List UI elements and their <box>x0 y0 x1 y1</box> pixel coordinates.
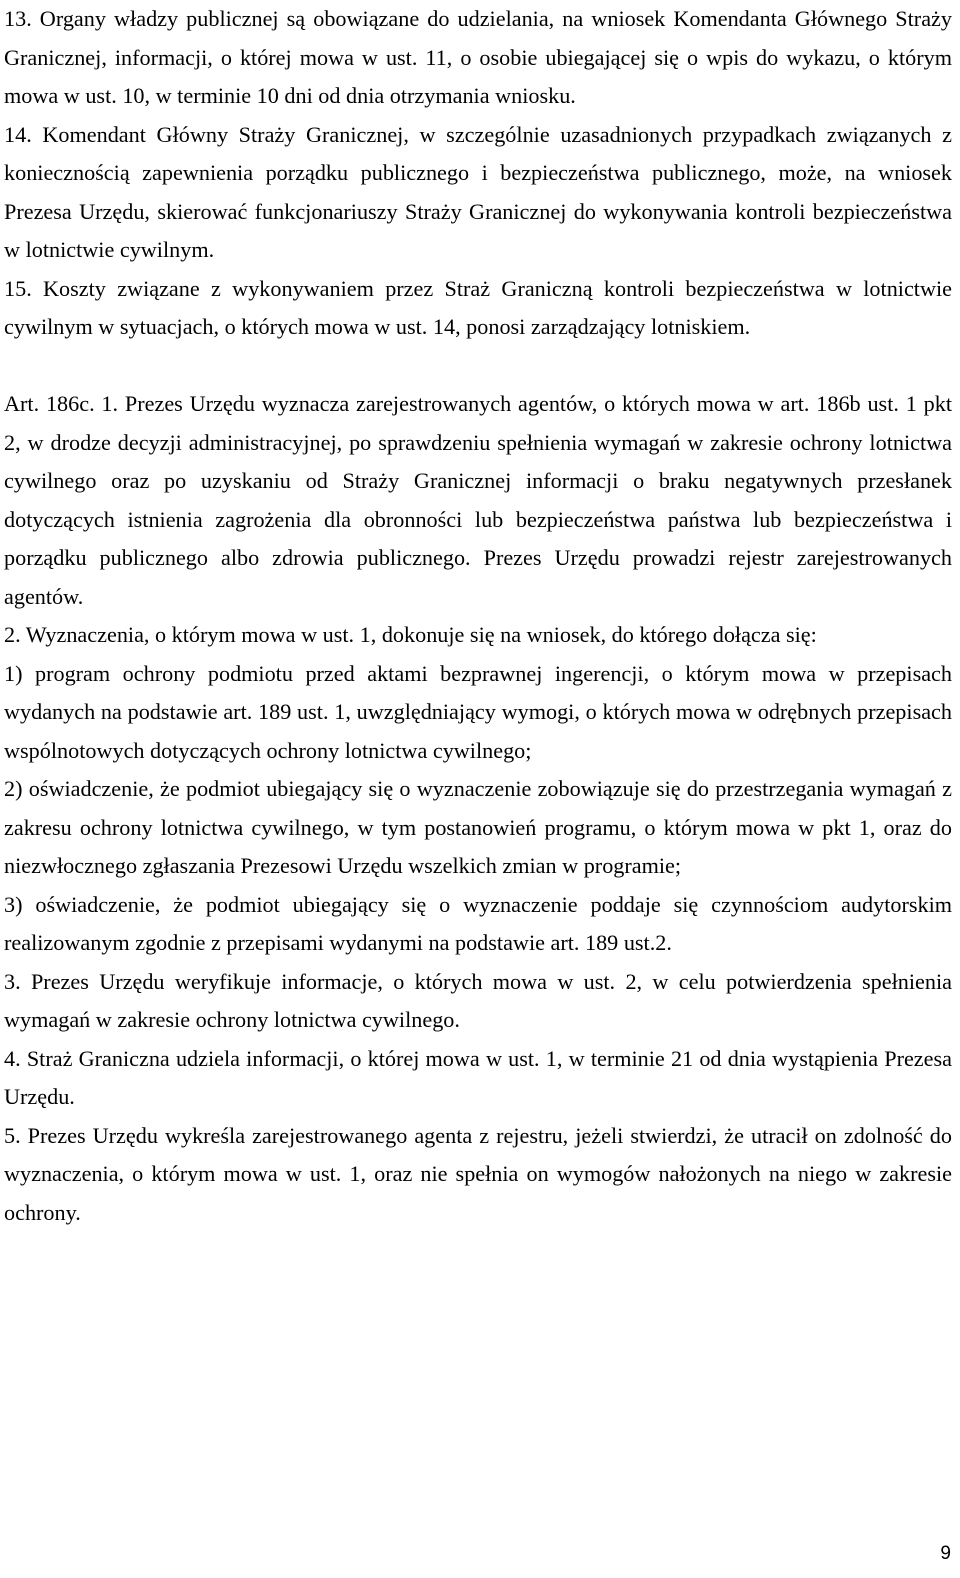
page-number: 9 <box>940 1543 951 1564</box>
article-186c-paragraph-5: 5. Prezes Urzędu wykreśla zarejestrowanego agenta z rejestru, jeżeli stwierdzi, że utracił on zdolność do wyznaczenia, o którym mowa w ust. 1, oraz nie spełnia on wymogów nałożonych na niego w zakresie ochrony. <box>4 1122 952 1225</box>
article-186c-paragraph-2: 2. Wyznaczenia, o którym mowa w ust. 1, dokonuje się na wniosek, do którego dołącza się: <box>4 622 817 647</box>
article-186c-point-2: 2) oświadczenie, że podmiot ubiegający się o wyznaczenie zobowiązuje się do przestrzegania wymagań z zakresu ochrony lotnictwa cywilnego, w tym postanowień programu, o którym mowa w pkt 1, oraz do niezwłocznego zgłaszania Prezesowi Urzędu wszelkich zmian w programie; <box>4 776 952 878</box>
article-186c-point-3: 3) oświadczenie, że podmiot ubiegający się o wyznaczenie poddaje się czynnościom audytorskim realizowanym zgodnie z przepisami wydanymi na podstawie art. 189 ust.2. <box>4 891 952 955</box>
article-186c-paragraph-3: 3. Prezes Urzędu weryfikuje informacje, o których mowa w ust. 2, w celu potwierdzenia spełnienia wymagań w zakresie ochrony lotnictwa cywilnego. <box>4 968 952 1032</box>
paragraph-13: 13. Organy władzy publicznej są obowiązane do udzielania, na wniosek Komendanta Głównego Straży Granicznej, informacji, o której mowa w ust. 11, o osobie ubiegającej się o wpis do wykazu, o którym mowa w ust. 10, w terminie 10 dni od dnia otrzymania wniosku. <box>4 6 952 108</box>
article-186c-paragraph-1: Art. 186c. 1. Prezes Urzędu wyznacza zarejestrowanych agentów, o których mowa w art. 186b ust. 1 pkt 2, w drodze decyzji administracyjnej, po sprawdzeniu spełnienia wymagań w zakresie ochrony lotnictwa cywilnego oraz po uzyskaniu od Straży Granicznej informacji o braku negatywnych przesłanek dotyczących istnienia zagrożenia dla obronności lub bezpieczeństwa państwa lub bezpieczeństwa i porządku publicznego albo zdrowia publicznego. Prezes Urzędu prowadzi rejestr zarejestrowanych agentów. <box>4 391 952 609</box>
article-186c-point-1: 1) program ochrony podmiotu przed aktami bezprawnej ingerencji, o którym mowa w przepisach wydanych na podstawie art. 189 ust. 1, uwzględniający wymogi, o których mowa w odrębnych przepisach wspólnotowych dotyczących ochrony lotnictwa cywilnego; <box>4 660 952 763</box>
document-page <box>4 0 952 1232</box>
paragraph-14: 14. Komendant Główny Straży Granicznej, w szczególnie uzasadnionych przypadkach związanych z koniecznością zapewnienia porządku publicznego i bezpieczeństwa publicznego, może, na wniosek Prezesa Urzędu, skierować funkcjonariuszy Straży Granicznej do wykonywania kontroli bezpieczeństwa w lotnictwie cywilnym. <box>4 121 952 262</box>
section-gap <box>4 347 952 386</box>
paragraph-15: 15. Koszty związane z wykonywaniem przez Straż Graniczną kontroli bezpieczeństwa w lotnictwie cywilnym w sytuacjach, o których mowa w ust. 14, ponosi zarządzający lotniskiem. <box>4 275 952 339</box>
article-186c-paragraph-4: 4. Straż Graniczna udziela informacji, o której mowa w ust. 1, w terminie 21 od dnia wystąpienia Prezesa Urzędu. <box>4 1045 952 1109</box>
